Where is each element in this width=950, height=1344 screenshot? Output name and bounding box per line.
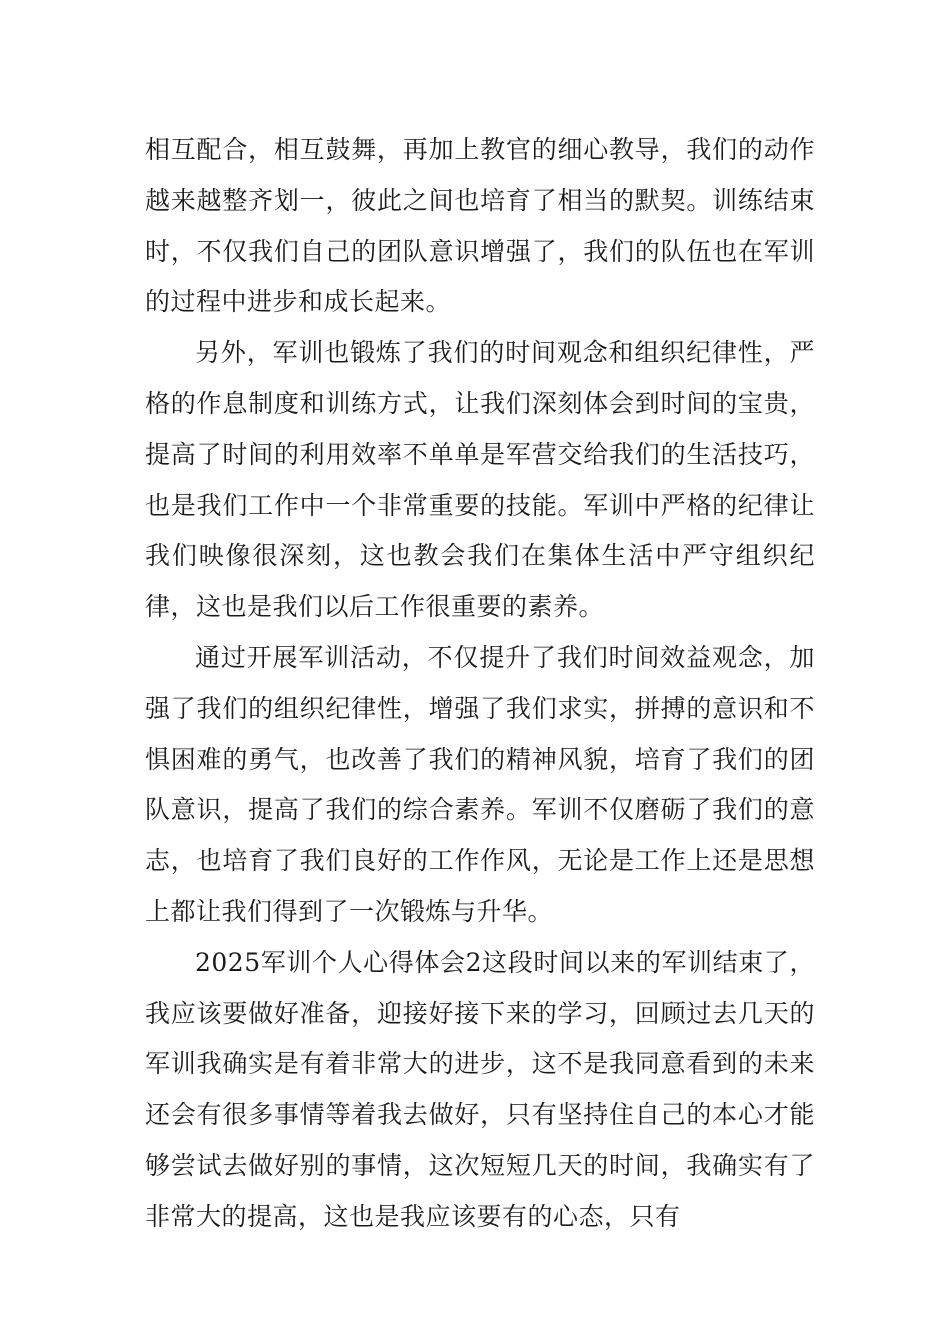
paragraph-4: 2025军训个人心得体会2这段时间以来的军训结束了，我应该要做好准备，迎接好接下来的学习，回顾过去几天的军训我确实是有着非常大的进步，这不是我同意看到的未来还会有很多事情等着我去做好，只有坚持住自己的本心才能够尝试去做好别的事情，这次短短几天的时间，我确实有了非常大的提高，这也是我应该要有的心态，只有 [145, 947, 815, 1231]
paragraph-1: 相互配合，相互鼓舞，再加上教官的细心教导，我们的动作越来越整齐划一，彼此之间也培育了相当的默契。训练结束时，不仅我们自己的团队意识增强了，我们的队伍也在军训的过程中进步和成长起来。 [145, 135, 815, 317]
document-body [145, 125, 815, 1243]
paragraph-3: 通过开展军训活动，不仅提升了我们时间效益观念，加强了我们的组织纪律性，增强了我们求实，拼搏的意识和不惧困难的勇气，也改善了我们的精神风貌，培育了我们的团队意识，提高了我们的综合素养。军训不仅磨砺了我们的意志，也培育了我们良好的工作作风，无论是工作上还是思想上都让我们得到了一次锻炼与升华。 [145, 642, 815, 926]
paragraph-2: 另外，军训也锻炼了我们的时间观念和组织纪律性，严格的作息制度和训练方式，让我们深刻体会到时间的宝贵，提高了时间的利用效率不单单是军营交给我们的生活技巧，也是我们工作中一个非常重要的技能。军训中严格的纪律让我们映像很深刻，这也教会我们在集体生活中严守组织纪律，这也是我们以后工作很重要的素养。 [145, 338, 815, 622]
